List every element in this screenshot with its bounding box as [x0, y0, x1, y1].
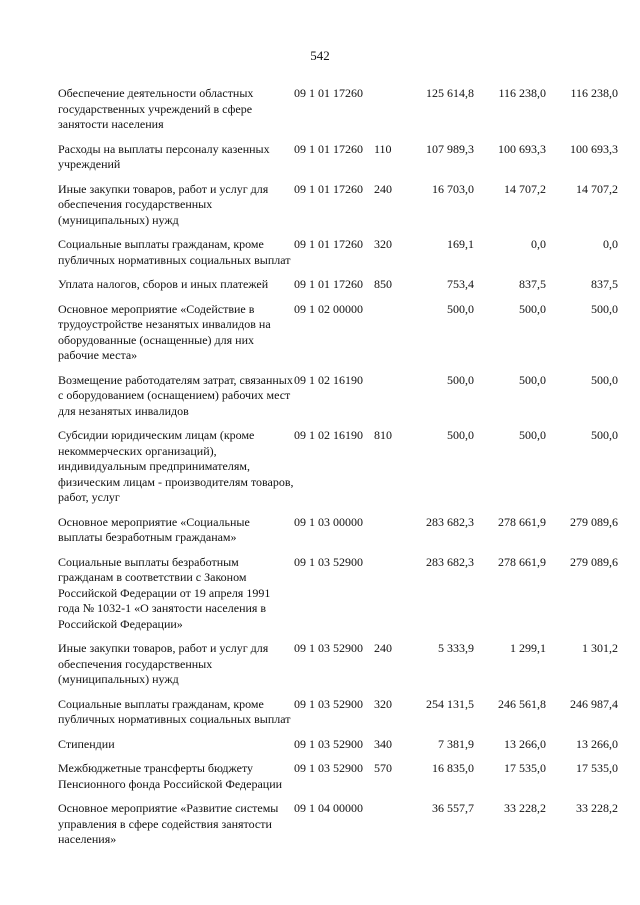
row-expense-type: 810 [374, 428, 392, 442]
table-row [58, 761, 618, 801]
row-expense-type [374, 801, 402, 857]
row-amount-year-3: 116 238,0 [570, 86, 618, 100]
row-target-code: 09 1 02 16190 [294, 428, 363, 442]
row-expense-type: 240 [374, 181, 392, 196]
row-amount-year-2: 278 661,9 [498, 514, 546, 529]
page-number: 542 [310, 48, 330, 63]
row-amount-year-3: 1 301,2 [582, 641, 618, 655]
row-amount-year-3: 500,0 [591, 428, 618, 442]
row-expense-type: 320 [374, 237, 392, 251]
row-amount-year-1: 7 381,9 [438, 736, 474, 751]
row-expense-type: 240 [374, 641, 392, 655]
row-amount-year-2: 100 693,3 [498, 141, 546, 156]
row-expense-type: 340 [374, 736, 392, 751]
budget-table [58, 86, 618, 857]
row-name: Основное мероприятие «Развитие системы управления в сфере содействия занятости населения» [58, 801, 279, 846]
row-expense-type [374, 555, 402, 642]
row-expense-type: 570 [374, 761, 392, 775]
row-amount-year-2: 500,0 [519, 301, 546, 316]
row-expense-type [374, 302, 402, 373]
row-amount-year-1: 5 333,9 [438, 641, 474, 655]
row-amount-year-1: 36 557,7 [432, 801, 474, 815]
row-amount-year-2: 246 561,8 [498, 696, 546, 711]
table-row [58, 555, 618, 642]
row-expense-type [374, 373, 402, 429]
row-amount-year-1: 16 703,0 [432, 181, 474, 196]
row-amount-year-2: 278 661,9 [498, 554, 546, 569]
row-amount-year-1: 283 682,3 [426, 514, 474, 529]
row-name: Стипендии [58, 736, 115, 751]
table-row [58, 86, 618, 142]
table-row [58, 515, 618, 555]
row-expense-type [374, 86, 402, 142]
row-target-code: 09 1 03 52900 [294, 641, 363, 655]
row-amount-year-1: 169,1 [447, 237, 474, 251]
table-row [58, 428, 618, 515]
row-amount-year-3: 17 535,0 [576, 761, 618, 775]
row-name: Социальные выплаты гражданам, кроме публичных нормативных социальных выплат [58, 696, 291, 726]
table-row [58, 641, 618, 697]
row-name: Уплата налогов, сборов и иных платежей [58, 277, 269, 291]
table-row [58, 142, 618, 182]
row-target-code: 09 1 01 17260 [294, 277, 363, 291]
row-amount-year-2: 500,0 [519, 372, 546, 387]
row-amount-year-2: 13 266,0 [504, 736, 546, 751]
row-expense-type: 320 [374, 696, 392, 711]
row-target-code: 09 1 04 00000 [294, 801, 363, 815]
row-amount-year-3: 13 266,0 [576, 736, 618, 751]
row-amount-year-3: 0,0 [603, 237, 618, 251]
row-target-code: 09 1 03 52900 [294, 761, 363, 775]
row-target-code: 09 1 02 00000 [294, 301, 363, 316]
row-name: Социальные выплаты безработным гражданам в соответствии с Законом Российской Федерации от 19 апреля 1991 года № 1032-1 «О занятости населения в Российской Федерации» [58, 554, 271, 631]
row-amount-year-1: 16 835,0 [432, 761, 474, 775]
row-target-code: 09 1 03 52900 [294, 696, 363, 711]
row-amount-year-1: 254 131,5 [426, 696, 474, 711]
row-amount-year-1: 125 614,8 [426, 86, 474, 100]
row-name: Социальные выплаты гражданам, кроме публичных нормативных социальных выплат [58, 237, 291, 267]
row-target-code: 09 1 01 17260 [294, 181, 363, 196]
row-expense-type: 110 [374, 141, 392, 156]
row-target-code: 09 1 03 52900 [294, 554, 363, 569]
row-expense-type [374, 515, 402, 555]
row-name: Иные закупки товаров, работ и услуг для обеспечения государственных (муниципальных) нужд [58, 181, 269, 227]
row-amount-year-3: 100 693,3 [570, 141, 618, 156]
row-amount-year-3: 14 707,2 [576, 181, 618, 196]
row-name: Межбюджетные трансферты бюджету Пенсионного фонда Российской Федерации [58, 761, 283, 791]
row-amount-year-2: 14 707,2 [504, 181, 546, 196]
table-row [58, 182, 618, 238]
row-target-code: 09 1 01 17260 [294, 141, 363, 156]
row-name: Субсидии юридическим лицам (кроме некоммерческих организаций), индивидуальным предпринимателям, физическим лицам - производителям товаров, работ, услуг [58, 428, 294, 504]
row-name: Основное мероприятие «Содействие в трудоустройстве незанятых инвалидов на оборудованные (оснащенные) для них рабочие места» [58, 301, 271, 362]
row-amount-year-2: 1 299,1 [510, 641, 546, 655]
table-row [58, 801, 618, 857]
row-target-code: 09 1 03 00000 [294, 514, 363, 529]
row-amount-year-1: 500,0 [447, 301, 474, 316]
row-amount-year-3: 246 987,4 [570, 696, 618, 711]
row-amount-year-1: 753,4 [447, 277, 474, 291]
row-amount-year-3: 33 228,2 [576, 801, 618, 815]
row-amount-year-1: 107 989,3 [426, 141, 474, 156]
row-target-code: 09 1 01 17260 [294, 86, 363, 100]
row-amount-year-3: 500,0 [591, 372, 618, 387]
row-amount-year-2: 0,0 [531, 237, 546, 251]
row-amount-year-2: 837,5 [519, 277, 546, 291]
row-target-code: 09 1 03 52900 [294, 736, 363, 751]
row-amount-year-3: 500,0 [591, 301, 618, 316]
row-amount-year-2: 17 535,0 [504, 761, 546, 775]
row-amount-year-1: 283 682,3 [426, 554, 474, 569]
table-row [58, 302, 618, 373]
row-name: Возмещение работодателям затрат, связанных с оборудованием (оснащением) рабочих мест для незанятых инвалидов [58, 372, 293, 418]
row-name: Иные закупки товаров, работ и услуг для обеспечения государственных (муниципальных) нужд [58, 641, 269, 686]
row-amount-year-1: 500,0 [447, 372, 474, 387]
row-amount-year-3: 837,5 [591, 277, 618, 291]
row-target-code: 09 1 01 17260 [294, 237, 363, 251]
row-amount-year-3: 279 089,6 [570, 554, 618, 569]
row-amount-year-3: 279 089,6 [570, 514, 618, 529]
table-row [58, 737, 618, 762]
row-amount-year-2: 33 228,2 [504, 801, 546, 815]
row-amount-year-2: 500,0 [519, 428, 546, 442]
row-amount-year-2: 116 238,0 [498, 86, 546, 100]
table-row [58, 277, 618, 302]
table-row [58, 697, 618, 737]
table-row [58, 373, 618, 429]
row-amount-year-1: 500,0 [447, 428, 474, 442]
row-name: Обеспечение деятельности областных государственных учреждений в сфере занятости населения [58, 86, 254, 131]
row-expense-type: 850 [374, 277, 392, 291]
row-target-code: 09 1 02 16190 [294, 372, 363, 387]
row-name: Расходы на выплаты персоналу казенных учреждений [58, 141, 270, 171]
table-row [58, 237, 618, 277]
row-name: Основное мероприятие «Социальные выплаты безработным гражданам» [58, 514, 250, 544]
